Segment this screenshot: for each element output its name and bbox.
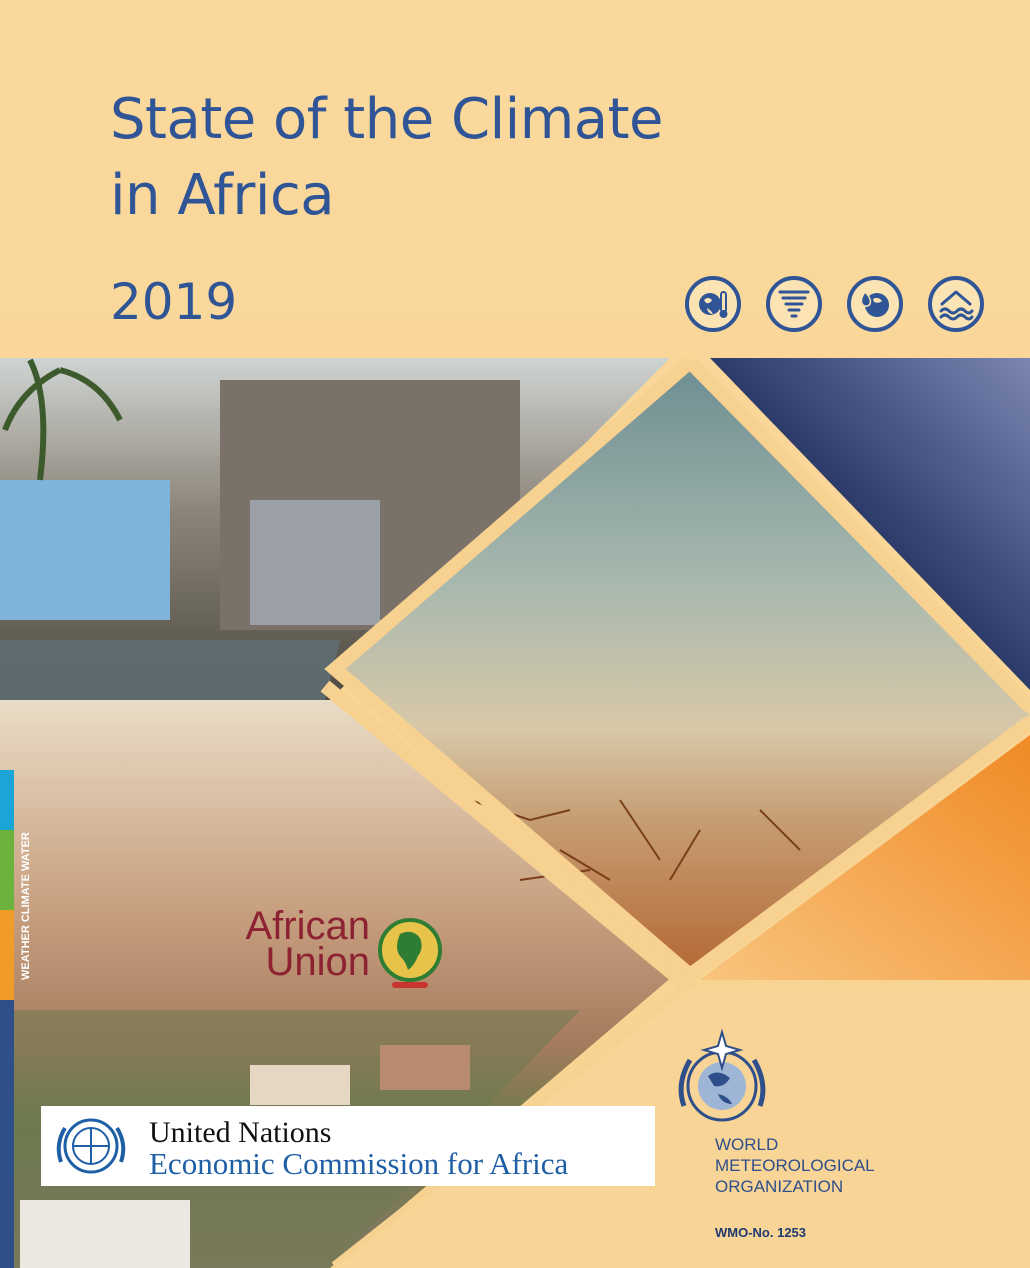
wmo-number: WMO-No. 1253 bbox=[715, 1225, 807, 1240]
blue-wall bbox=[0, 480, 170, 620]
wmo-name bbox=[715, 1134, 875, 1197]
uneca-line-2: Economic Commission for Africa bbox=[149, 1146, 569, 1181]
au-line-2: Union bbox=[265, 940, 370, 984]
tag-climate-color bbox=[0, 830, 14, 910]
un-emblem-icon bbox=[51, 1112, 131, 1180]
wmo-emblem-icon bbox=[670, 1028, 780, 1128]
wmo-line-2: METEOROLOGICAL bbox=[715, 1156, 875, 1175]
uneca-logo-block bbox=[41, 1106, 655, 1186]
tag-weather-color bbox=[0, 770, 14, 830]
city-building bbox=[250, 1065, 350, 1105]
wmo-line-1: WORLD bbox=[715, 1135, 779, 1154]
wmo-line-3: ORGANIZATION bbox=[715, 1177, 844, 1196]
au-line-1: African bbox=[245, 904, 370, 948]
title-line-1: State of the Climate bbox=[110, 87, 664, 152]
metal-gate bbox=[250, 500, 380, 625]
african-union-emblem-icon bbox=[370, 914, 450, 990]
city-building bbox=[380, 1045, 470, 1090]
cover-year: 2019 bbox=[110, 273, 238, 331]
african-union-logo bbox=[240, 904, 470, 988]
tag-water-color bbox=[0, 910, 14, 1000]
uneca-line-1: United Nations bbox=[149, 1116, 332, 1149]
tag-base-color bbox=[0, 1000, 14, 1268]
city-building bbox=[20, 1200, 190, 1268]
side-tag-text: WEATHER CLIMATE WATER bbox=[20, 832, 32, 980]
side-color-tag bbox=[0, 770, 14, 1268]
title-line-2: in Africa bbox=[110, 163, 335, 228]
